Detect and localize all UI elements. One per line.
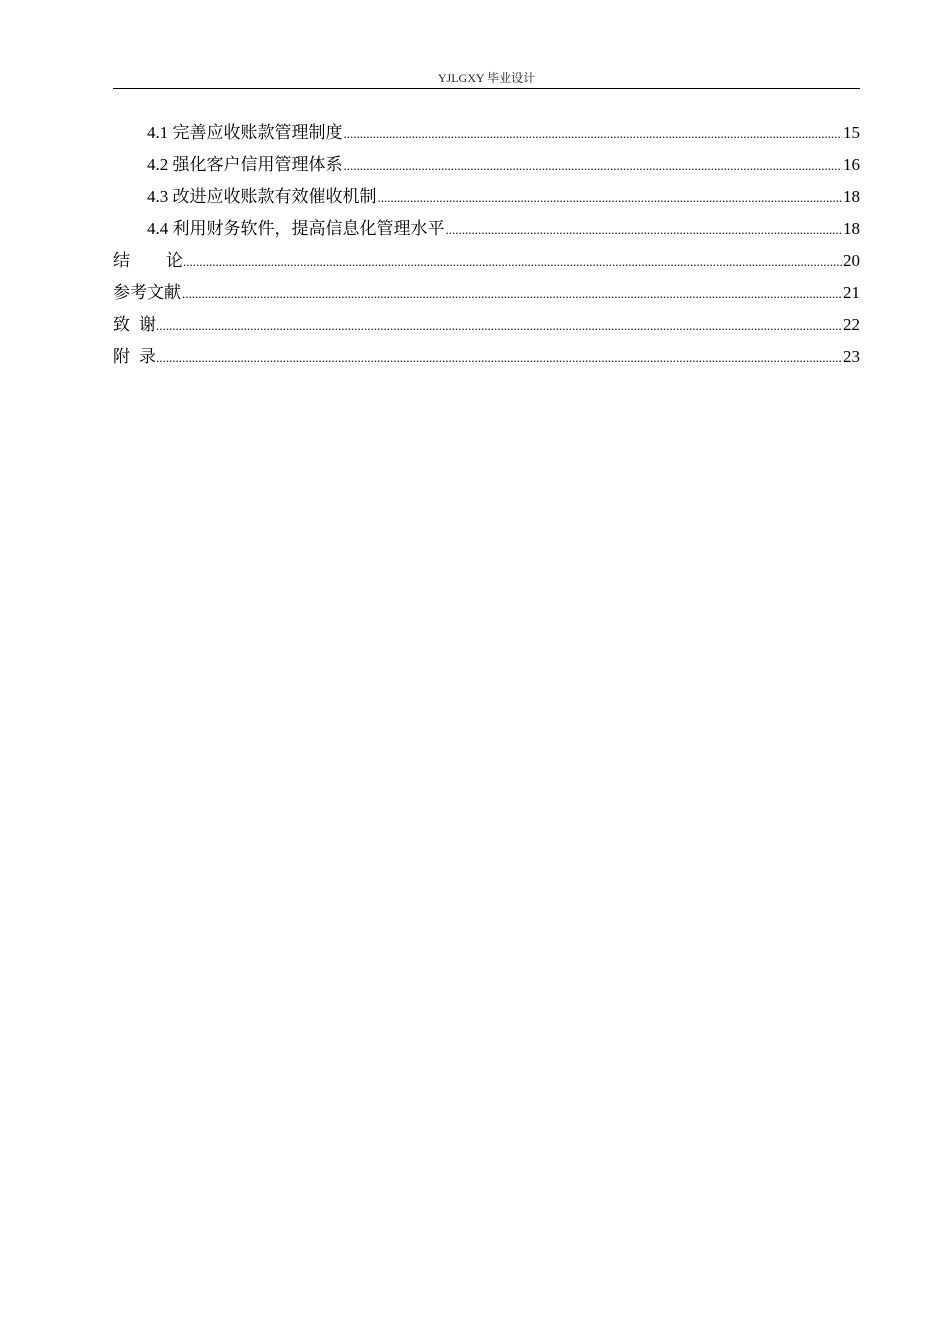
toc-page-number: 15 [843,123,860,142]
toc-page-number: 20 [843,251,860,270]
toc-entry-title: 致谢 [113,315,165,335]
toc-page-number: 16 [843,155,860,174]
toc-entry-title: 4.2 强化客户信用管理体系 [147,155,343,174]
toc-entry-acknowledgements[interactable] [113,309,860,341]
page-header: YJLGXY 毕业设计 [437,71,536,85]
toc-dot-leader [378,182,843,214]
toc-entry-title: 附录 [113,347,165,367]
toc-page-number: 18 [843,187,860,206]
toc-entry-title: 4.4 利用财务软件，提高信息化管理水平 [147,219,445,238]
toc-entry-title: 参考文献 [113,283,181,303]
toc-dot-leader [156,310,842,342]
header-rule [113,88,860,89]
toc-page-number: 21 [843,283,860,302]
toc-page-number: 23 [843,347,860,366]
toc-entry-4-3[interactable] [113,181,860,213]
toc-dot-leader [344,118,843,150]
toc-entry-title: 4.3 改进应收账款有效催收机制 [147,187,377,206]
toc-dot-leader [344,150,843,182]
toc-dot-leader [156,342,842,374]
toc-entry-title: 4.1 完善应收账款管理制度 [147,123,343,142]
toc-entry-appendix[interactable] [113,341,860,373]
toc-page-number: 22 [843,315,860,334]
table-of-contents [113,117,860,373]
toc-dot-leader [446,214,843,246]
toc-entry-4-2[interactable] [113,149,860,181]
toc-entry-title: 结论 [113,251,219,271]
toc-entry-4-4[interactable] [113,213,860,245]
toc-dot-leader [183,246,842,278]
toc-entry-references[interactable] [113,277,860,309]
toc-dot-leader [182,278,842,310]
toc-page-number: 18 [843,219,860,238]
toc-entry-conclusion[interactable] [113,245,860,277]
toc-entry-4-1[interactable] [113,117,860,149]
